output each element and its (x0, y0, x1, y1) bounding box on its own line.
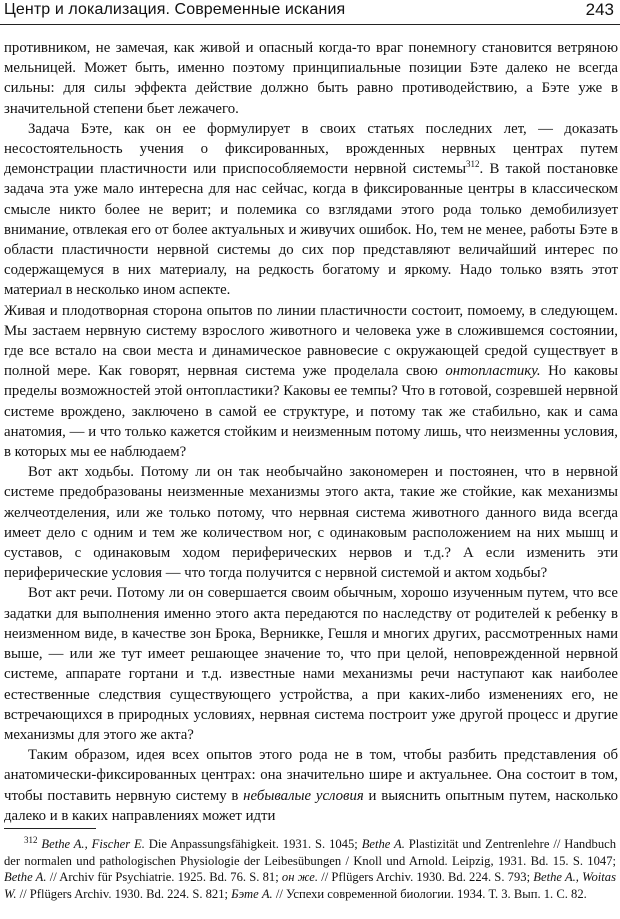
paragraph (4, 583, 618, 745)
italic-text: Bethe A., Woitas W. (4, 870, 616, 901)
text-run: Вот акт речи. Потому ли он совершается своим обычным, хорошо изученным путем, что все задатки для выполнения именно этого акта передаются по наследству от родителей к ребенку в неизменном виде, в качестве зон Брока, Верникке, Гешля и многих других, рассмотренных нами выше, — или же тут имеет решающее значение то, что при целой, неповрежденной нервной системе, аппарате гортани и т.д. известные нами механизмы речи наступают как наиболее естественные следствия существующего устройства, а при каких-либо изменениях его, не встречающихся в природных условиях, нервная система построит уже другой процесс и другие механизмы для этого же акта? (4, 585, 618, 743)
text-run: Живая и плодотворная сторона опытов по линии пластичности состоит, помоему, в следующем. Мы застаем нервную систему взрослого животного и человека уже в сложившемся состоянии, где все встало на свои места и динамическое равновесие с окружающей средой существует в полной мере. Как говорят, нервная система уже проделала свою (4, 302, 618, 380)
text-run: Задача Бэте, как он ее формулирует в своих статьях последних лет, — доказать несостоятельность учения о фиксированных, врожденных нервных центрах путем демонстрации пластичности или приспособляемости нервной системы (4, 120, 618, 178)
text-run: // Pflügers Archiv. 1930. Bd. 224. S. 793; (317, 870, 534, 885)
text-run: Plastizität und Zentrenlehre // Handbuch der normalen und pathologischen Physiologie der Leibesübungen / Knoll und Arnold. Leipzig, 1931. Bd. 15. S. 1047; (4, 837, 617, 868)
header-rule (0, 24, 620, 25)
text-run: и выяснить опытным путем, насколько далеко и в каких направлениях может идти (4, 787, 618, 824)
italic-text: Bethe A. (361, 837, 405, 851)
text-run: Но каковы пределы возможностей этой онтопластики? Каковы ее темпы? Что в готовой, созревшей нервной системе врождено, заключено в самой ее структуре, и потому так же стабильно, как и сама анатомия, — и что только кажется стойким и неизменным потому лишь, что неизменны условия, в которых мы ее наблюдаем? (4, 363, 618, 461)
text-run: Таким образом, идея всех опытов этого рода не в том, чтобы разбить представления об анатомически-фиксированных центрах: она значительно шире и актуальнее. Она состоит в том, чтобы поставить нервную систему в (4, 747, 618, 804)
footnote (4, 836, 616, 902)
italic-text: онтопластику. (445, 363, 541, 380)
text-run: противником, не замечая, как живой и опасный когда-то враг понемногу становится ветряною мельницей. Может быть, именно поэтому принципиальные позиции Бэте далеко не всегда сильны: для силы эффекта действие должно быть равно противодействию, а Бэте уже в значительной степени бьет лежачего. (4, 40, 618, 117)
italic-text: он же. (281, 870, 318, 885)
page-number: 243 (585, 0, 614, 19)
paragraph (4, 745, 618, 826)
italic-text: небывалые условия (243, 787, 364, 804)
footnote-marker: 312 (466, 159, 480, 170)
text-run: // Archiv für Psychiatrie. 1925. Bd. 76. S. 81; (46, 870, 282, 885)
italic-text: Бэте А. (231, 886, 273, 901)
page-header (0, 0, 620, 24)
text-run: // Pflügers Archiv. 1930. Bd. 224. S. 821; (16, 886, 232, 901)
text-run: Вот акт ходьбы. Потому ли он так необычайно закономерен и постоянен, что в нервной системе предобразованы неизменные механизмы этого акта, такие же стойкие, как механизмы желчеотделения, или же только потому, что нервная система животного данного вида всегда имеет дело с одним и тем же количеством ног, с одинаковым расположением на них мышц и суставов, с одинаковым ходом периферических нервов и т.д.? А если изменить эти периферические условия — что тогда получится с нервной системой и актом ходьбы? (4, 464, 618, 582)
text-run: . В такой постановке задача эта уже мало интересна для нас сейчас, когда в фиксированные центры в классическом смысле никто более не верит; и полемика со взглядами этого рода только демобилизует внимание, отвлекая его от более актуальных и живучих ошибок. Но, тем не менее, работы Бэте в области пластичности нервной системы до сих пор представляют величайший интерес по содержащемуся в них материалу, на редкость богатому и яркому. Надо только взять этот материал в несколько ином аспекте. (4, 161, 618, 299)
text-run: // Успехи современной биологии. 1934. Т. 3. Вып. 1. С. 82. (272, 886, 587, 901)
italic-text: Bethe A. (4, 870, 47, 885)
body-text (4, 38, 618, 826)
running-head: Центр и локализация. Современные искания (4, 1, 346, 18)
text-run: Die Anpassungsfähigkeit. 1931. S. 1045; (144, 837, 362, 851)
paragraph (4, 301, 618, 463)
paragraph (4, 38, 618, 119)
footnote-rule (4, 828, 96, 829)
italic-text: Bethe A., Fischer E. (41, 837, 145, 851)
paragraph (4, 462, 618, 583)
footnote-marker: 312 (24, 834, 38, 845)
paragraph (4, 119, 618, 301)
